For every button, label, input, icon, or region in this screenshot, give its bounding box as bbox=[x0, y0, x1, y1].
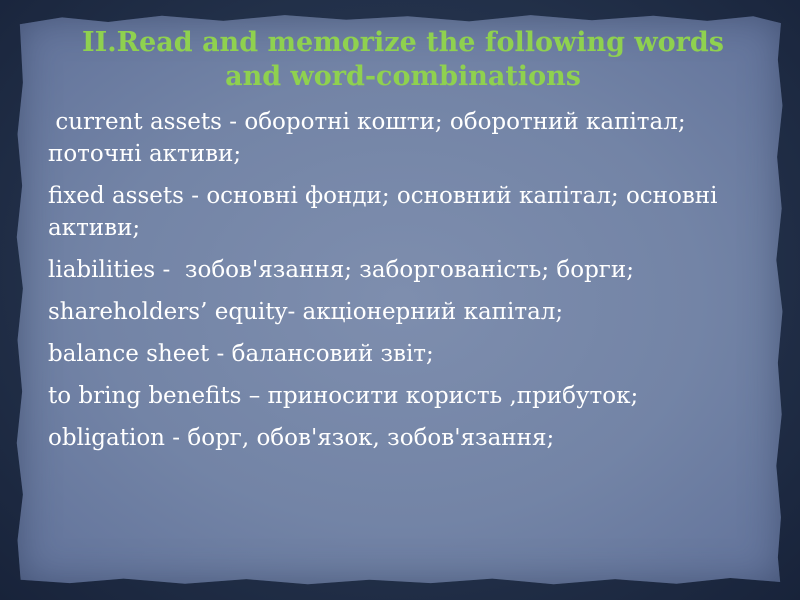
vocabulary-item-bring-benefits: to bring benefits – приносити користь ,прибуток; bbox=[48, 383, 639, 409]
vocabulary-item-balance-sheet: balance sheet - балансовий звіт; bbox=[48, 341, 434, 367]
slide-title bbox=[48, 26, 758, 94]
vocabulary-item-fixed-assets: fixed assets - основні фонди; основний капітал; основні активи; bbox=[48, 183, 718, 241]
vocabulary-item-liabilities: liabilities - зобов'язання; заборгованість; борги; bbox=[48, 257, 634, 283]
vocabulary-item-shareholders-equity: shareholders’ equity- акціонерний капітал; bbox=[48, 299, 564, 325]
slide-content bbox=[48, 26, 778, 464]
vocabulary-item-current-assets: current assets - оборотні кошти; оборотний капітал; поточні активи; bbox=[48, 109, 693, 167]
slide-title-line-1: II.Read and memorize the following words bbox=[82, 27, 724, 58]
vocabulary-list bbox=[48, 106, 778, 454]
vocabulary-item-obligation: obligation - борг, обов'язок, зобов'язання; bbox=[48, 425, 555, 451]
slide-title-line-2: and word-combinations bbox=[225, 61, 581, 92]
